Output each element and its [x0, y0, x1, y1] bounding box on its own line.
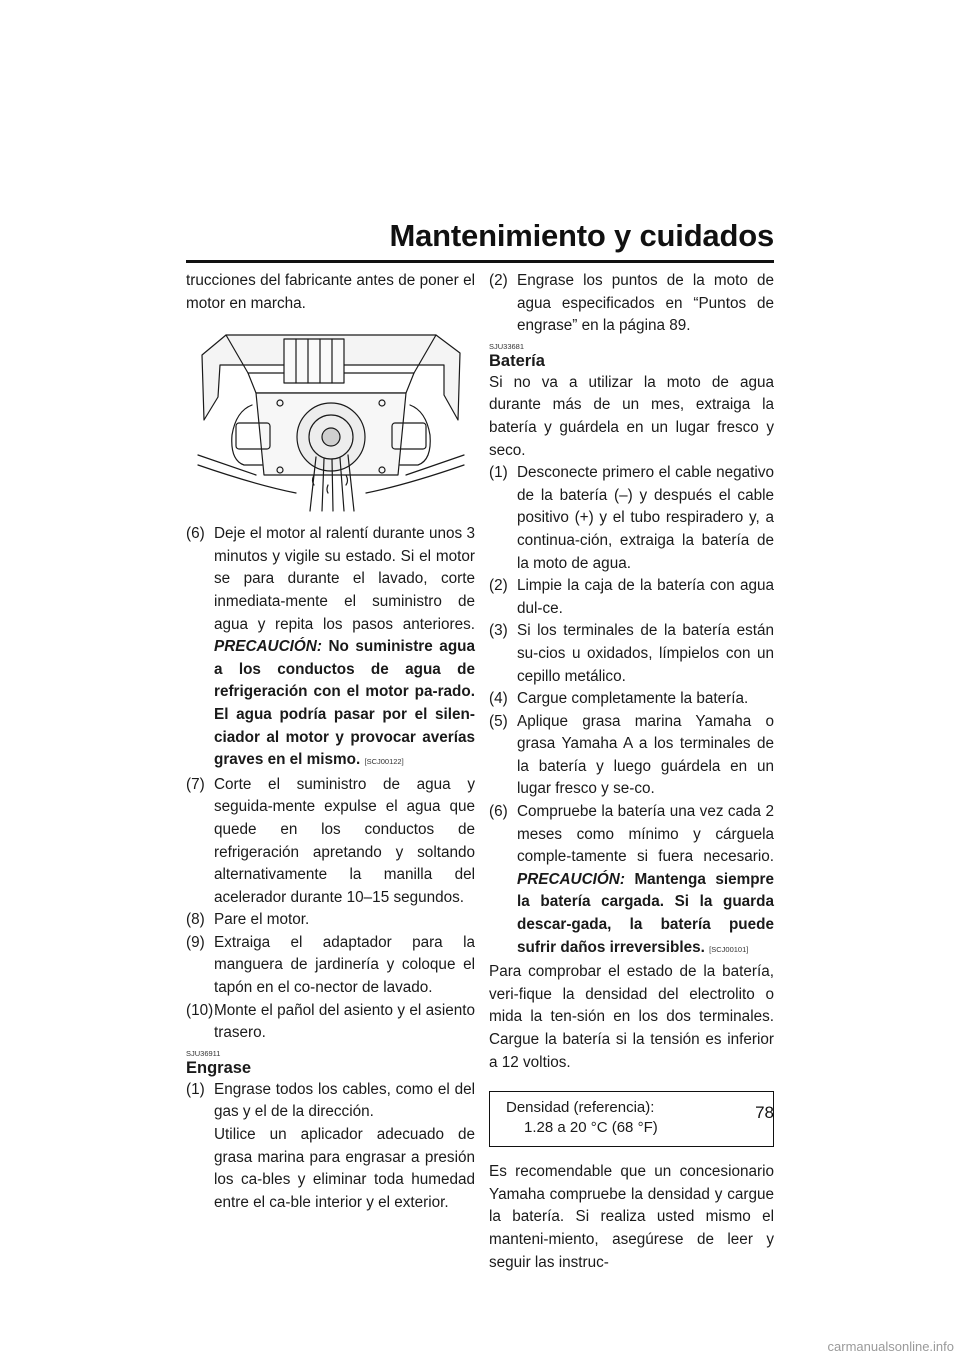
section-code: SJU33681 — [489, 341, 525, 351]
caution-text: No suministre agua a los conductos de agua de refrigeración con el motor pa-rado. El agua podría pasar por el silen-ciador al motor y provocar averías graves en el mismo. — [214, 638, 476, 769]
step-item: (1) Desconecte primero el cable negativo de la batería (–) y después el cable positivo (+) y el tubo respiradero y, a continua-ción, extraiga la batería de la moto de agua. — [489, 464, 774, 572]
section-title-engrase: Engrase — [186, 1058, 252, 1077]
bateria-intro: Si no va a utilizar la moto de agua durante más de un mes, extraiga la batería y guárdela en un lugar fresco y seco. — [489, 373, 774, 459]
intro-paragraph: trucciones del fabricante antes de poner el motor en marcha. — [186, 272, 475, 312]
step-item: (3) Si los terminales de la batería están su-cios u oxidados, límpielos con un cepillo metálico. — [489, 622, 774, 685]
step-item: (5) Aplique grasa marina Yamaha o grasa Yamaha A a los terminales de la batería y luego guárdela en un lugar fresco y se-co. — [489, 712, 774, 798]
spec-value: 1.28 a 20 °C (68 °F) — [524, 1119, 658, 1137]
caution-text: Mantenga siempre la batería cargada. Si la guarda descar-gada, la batería puede sufrir daños irreversibles. — [517, 870, 774, 956]
header-rule — [186, 260, 774, 263]
caution-code: [SCJ00101] — [709, 944, 749, 954]
step-item: (4) Cargue completamente la batería. — [489, 690, 749, 708]
jet-ski-washing-illustration — [196, 325, 466, 515]
step-item: (8) Pare el motor. — [186, 911, 310, 929]
step-item: (10) Monte el pañol del asiento y el asiento trasero. — [186, 1001, 475, 1042]
step-item: (7) Corte el suministro de agua y seguida-mente expulse el agua que quede en los conductos de refrigeración apretando y soltando alternativamente la manilla del acelerador durante 10–15 segundos. — [186, 775, 475, 906]
section-code: SJU36911 — [186, 1048, 221, 1058]
step-item: (2) Engrase los puntos de la moto de agua especificados en “Puntos de engrase” en la página 89. — [489, 272, 774, 335]
caution-code: [SCJ00122] — [364, 757, 404, 767]
battery-check-paragraph: Para comprobar el estado de la batería, veri-fique la densidad del electrolito o mida la ten-sión en los dos terminales. Cargue la batería si la tensión es inferior a 12 voltios. — [489, 963, 774, 1071]
step-item: (6) Deje el motor al ralentí durante unos 3 minutos y vigile su estado. Si el motor se para durante el lavado, corte inmediata-mente el suministro de agua y repita los pasos anteriores. PRECAUCIÓN: No suministre agua a los conductos de agua de refrigeración con el motor pa-rado. El agua podría pasar por el silen-ciador al motor y provocar averías graves en el mismo. [SCJ00122] — [186, 525, 476, 769]
left-column — [186, 270, 475, 1214]
step-item: (9) Extraiga el adaptador para la manguera de jardinería y coloque el tapón en el co-nector de lavado. — [186, 933, 475, 997]
spec-label: Densidad (referencia): — [506, 1099, 655, 1117]
step-item: (2) Limpie la caja de la batería con agua dul-ce. — [489, 577, 774, 617]
final-paragraph: Es recomendable que un concesionario Yamaha compruebe la densidad y cargue la batería. Si realiza usted mismo el manteni-miento, asegúrese de leer y seguir las instruc- — [489, 1163, 774, 1271]
right-column — [489, 270, 774, 1274]
step-subparagraph: Utilice un aplicador adecuado de grasa marina para engrasar a presión los ca-bles y eliminar toda humedad entre el ca-ble interior y el exterior. — [214, 1126, 475, 1211]
page-title: Mantenimiento y cuidados — [389, 218, 774, 253]
step-item: (1) Engrase todos los cables, como el del gas y el de la dirección. — [186, 1080, 475, 1121]
page-number: 78 — [755, 1103, 774, 1122]
step-item: (6) Compruebe la batería una vez cada 2 meses como mínimo y cárguela comple-tamente si fuera necesario. PRECAUCIÓN: Mantenga siempre la batería cargada. Si la guarda descar-gada, la batería puede sufrir daños irreversibles. [SCJ00101] — [489, 803, 774, 956]
density-spec-box — [489, 1091, 774, 1147]
caution-label: PRECAUCIÓN: — [517, 870, 625, 888]
section-title-bateria: Batería — [489, 351, 545, 370]
watermark: carmanualsonline.info — [827, 1339, 954, 1354]
caution-label: PRECAUCIÓN: — [214, 638, 322, 656]
